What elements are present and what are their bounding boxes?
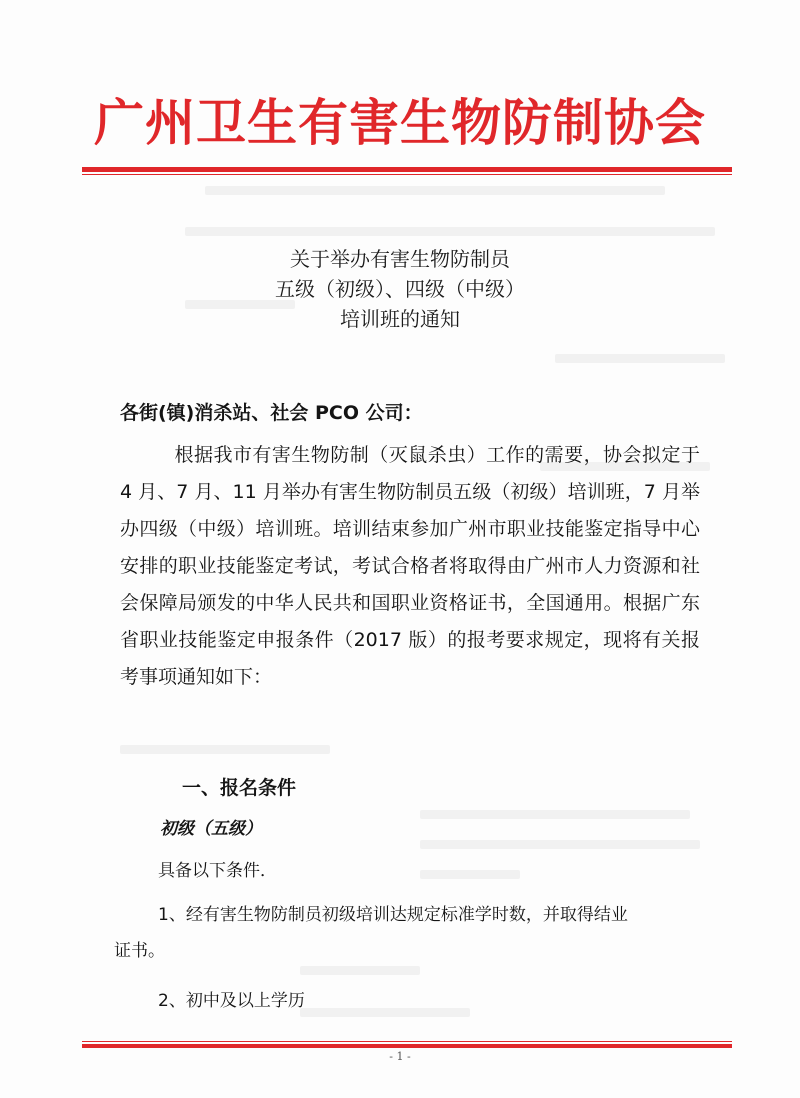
conditions-intro: 具备以下条件． xyxy=(158,861,277,881)
section-heading-requirements: 一、报名条件 xyxy=(182,777,297,799)
bleed-through-mark xyxy=(300,966,420,975)
body-text: 根据我市有害生物防制（灭鼠杀虫）工作的需要，协会拟定于 4 月、7 月、11 月举办有害生物防制员五级（初级）培训班，7 月举办四级（中级）培训班。培训结束参加广州市职业技能鉴定指导中心安排的职业技能鉴定考试，考试合格者将取得由广州市人力资源和社会保障局颁发的中华人民共和国职业资格证书，全国通用。根据广东省职业技能鉴定申报条件（2017 版）的报考要求规定，现将有关报考事项通知如下： xyxy=(120,444,700,688)
condition-item-1-continued: 证书。 xyxy=(114,941,165,961)
body-paragraph xyxy=(120,437,700,696)
bleed-through-mark xyxy=(420,870,520,879)
letterhead-org-name: 广州卫生有害生物防制协会 xyxy=(94,93,706,152)
notice-title xyxy=(0,244,800,334)
notice-title-line-2: 五级（初级）、四级（中级） xyxy=(275,277,525,301)
footer-divider-thin xyxy=(82,1041,732,1042)
notice-title-line-1: 关于举办有害生物防制员 xyxy=(290,247,510,271)
salutation: 各街(镇)消杀站、社会 PCO 公司： xyxy=(120,402,423,424)
condition-item-2: 2、初中及以上学历 xyxy=(158,991,305,1011)
bleed-through-mark xyxy=(420,840,700,849)
bleed-through-mark xyxy=(555,354,725,363)
letterhead-divider-thin xyxy=(82,174,732,175)
bleed-through-mark xyxy=(185,227,715,236)
page-number: - 1 - xyxy=(389,1050,411,1063)
letterhead-divider-thick xyxy=(82,167,732,172)
bleed-through-mark xyxy=(120,745,330,754)
bleed-through-mark xyxy=(420,810,690,819)
notice-title-line-3: 培训班的通知 xyxy=(340,307,460,331)
bleed-through-mark xyxy=(205,186,665,195)
condition-item-1: 1、经有害生物防制员初级培训达规定标准学时数，并取得结业 xyxy=(158,905,628,925)
level-heading-junior: 初级（五级） xyxy=(160,819,262,839)
footer-divider-thick xyxy=(82,1044,732,1048)
bleed-through-mark xyxy=(300,1008,470,1017)
